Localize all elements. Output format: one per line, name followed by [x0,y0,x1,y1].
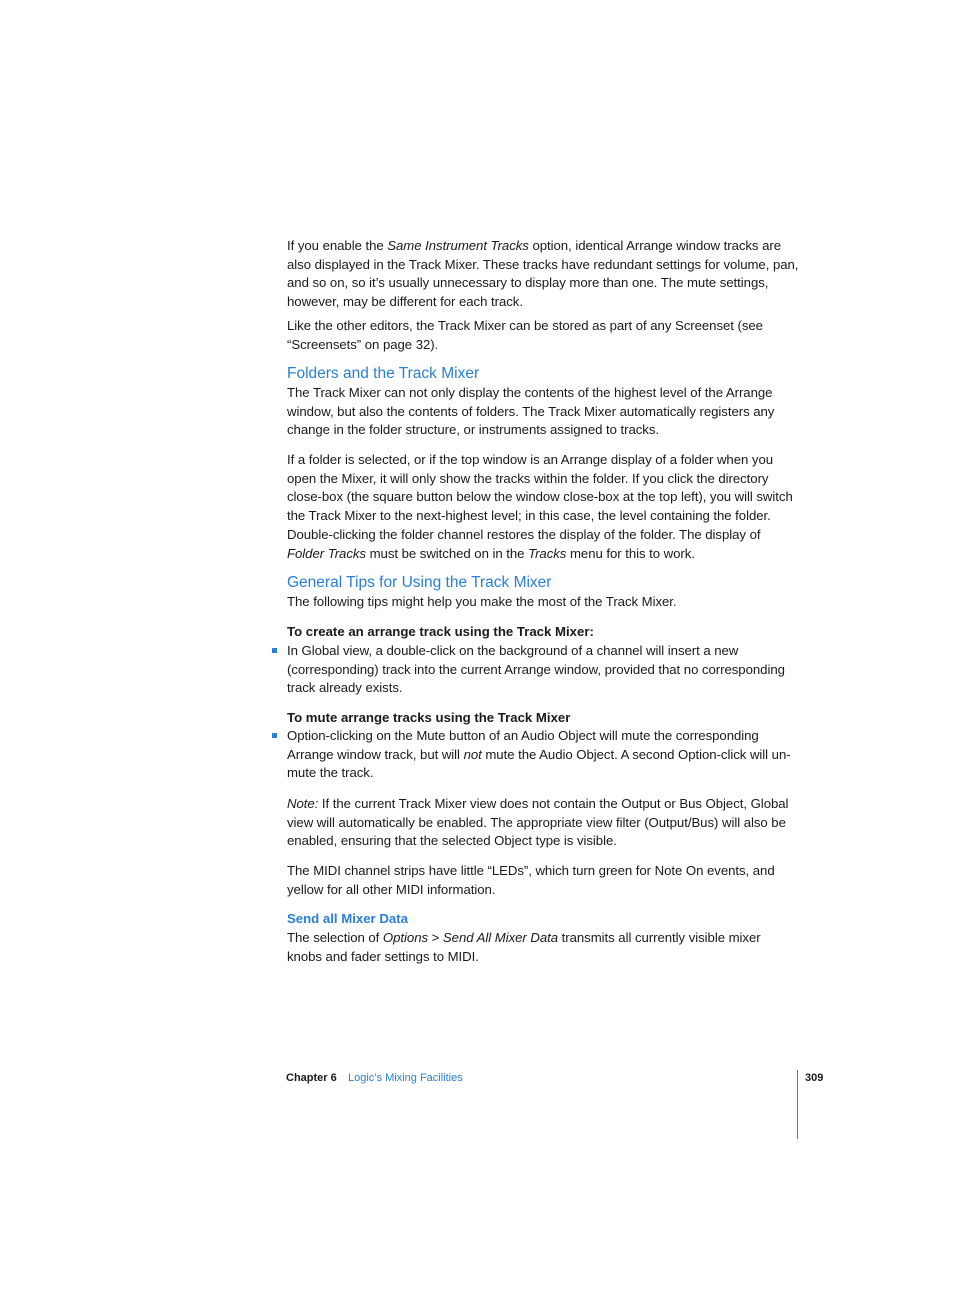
option-name: Folder Tracks [287,545,366,561]
note-paragraph [287,795,799,851]
heading-folders: Folders and the Track Mixer [287,365,480,382]
task-create-title: To create an arrange track using the Track Mixer: [287,624,594,639]
footer-divider [797,1070,798,1139]
leds-paragraph: The MIDI channel strips have little “LEDs”, which turn green for Note On events, and yellow for all other MIDI information. [287,863,775,897]
page-number: 309 [805,1072,824,1084]
menu-item-name: Send All Mixer Data [442,930,559,945]
send-data-paragraph [287,929,799,966]
text-run: mute the Audio Object. A second Option-click will un-mute the track. [287,746,791,781]
screenset-paragraph: Like the other editors, the Track Mixer can be stored as part of any Screenset (see “Screensets” on page 32). [287,318,763,352]
heading-send-mixer-data: Send all Mixer Data [287,911,408,926]
bullet-icon [272,648,277,653]
task-mute-title: To mute arrange tracks using the Track Mixer [287,710,571,725]
text-run: If the current Track Mixer view does not contain the Output or Bus Object, Global view will automatically be enabled. The appropriate view filter (Output/Bus) will also be enabled, ensuring that the selected Object type is visible. [287,796,789,849]
footer-chapter: Chapter 6 [286,1072,337,1084]
option-name: Same Instrument Tracks [387,238,529,253]
text-run: transmits all currently visible mixer knobs and fader settings to MIDI. [287,930,761,964]
menu-name: Options [382,930,429,945]
tips-intro-paragraph: The following tips might help you make the most of the Track Mixer. [287,594,677,609]
text-run: If you enable the [287,238,388,253]
folder-selection-paragraph [287,451,799,563]
menu-name: Tracks [528,545,567,561]
emphasis: not [463,746,482,762]
task-create-item: In Global view, a double-click on the background of a channel will insert a new (corresponding) track into the current Arrange window, provided that no corresponding track already exists. [287,643,785,696]
folders-paragraph: The Track Mixer can not only display the contents of the highest level of the Arrange window, but also the contents of folders. The Track Mixer automatically registers any change in the folder structure, or instruments assigned to tracks. [287,385,775,438]
heading-general-tips: General Tips for Using the Track Mixer [287,574,552,591]
text-run: Option-clicking on the Mute button of an Audio Object will mute the corresponding Arrange window track, but will [287,728,759,762]
task-mute-item [287,727,799,783]
text-run: menu for this to work. [566,545,695,561]
bullet-icon [272,733,277,738]
intro-paragraph [287,237,799,312]
text-run: option, identical Arrange window tracks are also displayed in the Track Mixer. These tracks have redundant settings for volume, pan, and so on, so it’s usually unnecessary to display more than one. The mute settings, however, may be different for each track. [287,238,799,310]
note-label: Note: [287,796,319,811]
text-run: > [428,930,443,945]
text-run: If a folder is selected, or if the top window is an Arrange display of a folder when you open the Mixer, it will only show the tracks within the folder. If you click the directory close-box (the square button below the window close-box at the top left), you will switch the Track Mixer to the next-highest level; in this case, the level containing the folder. Double-clicking the folder channel restores the display of the folder. The display of [287,452,793,542]
footer-chapter-title: Logic’s Mixing Facilities [348,1072,463,1084]
text-run: must be switched on in the [365,545,529,561]
text-run: The selection of [287,930,383,945]
